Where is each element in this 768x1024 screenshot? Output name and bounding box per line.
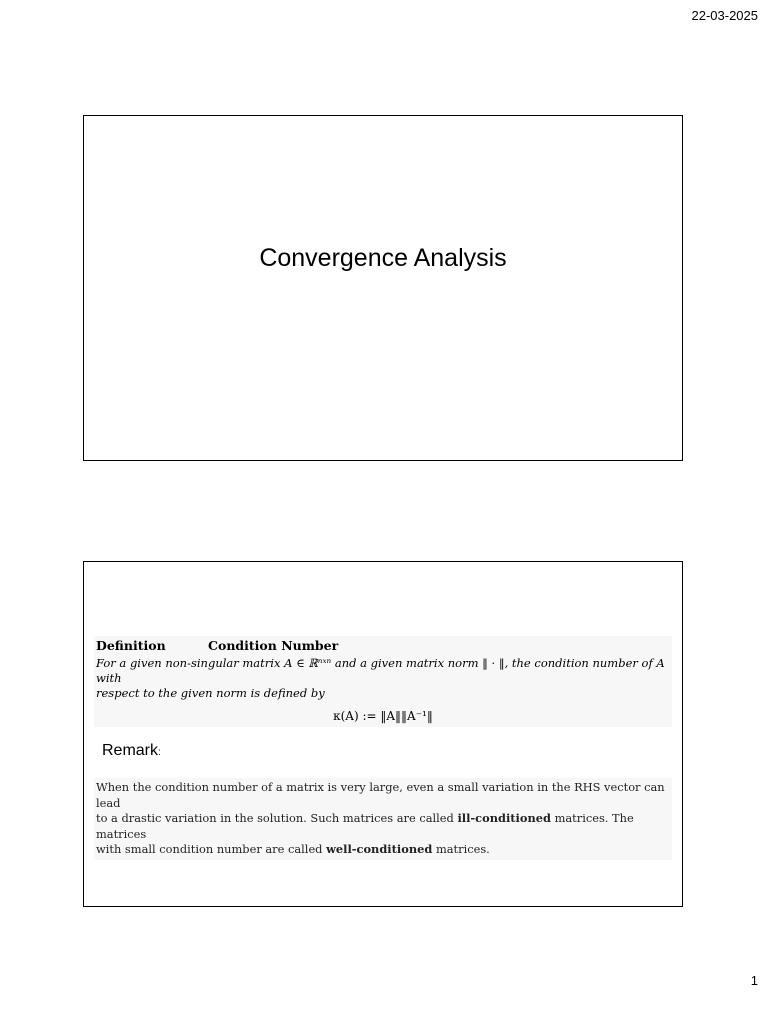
- slide-1: [83, 115, 683, 461]
- remark-text-line-2-end: matrices. The matrices: [96, 811, 634, 841]
- slide-2: [83, 561, 683, 907]
- remark-text: [94, 778, 672, 860]
- condition-number-formula: κ(A) := ‖A‖‖A⁻¹‖: [333, 709, 433, 723]
- well-conditioned-term: well-conditioned: [326, 842, 433, 856]
- definition-text-line-1: For a given non-singular matrix A ∈ ℝⁿˣⁿ and a given matrix norm ‖ · ‖, the condition number of A with: [96, 656, 665, 685]
- date-header: 22-03-2025: [691, 8, 758, 23]
- definition-block: [94, 636, 672, 727]
- remark-text-line-3-end: matrices.: [432, 842, 490, 856]
- definition-text: [96, 656, 670, 701]
- remark-colon: :: [158, 747, 161, 758]
- remark-text-line-2: to a drastic variation in the solution. Such matrices are called: [96, 811, 458, 825]
- definition-heading: [96, 638, 670, 653]
- definition-text-line-2: respect to the given norm is defined by: [96, 686, 325, 700]
- definition-label: Definition: [96, 638, 166, 653]
- remark-heading: [102, 742, 161, 760]
- remark-label: Remark: [102, 742, 159, 759]
- page-number: 1: [750, 973, 758, 988]
- ill-conditioned-term: ill-conditioned: [457, 811, 551, 825]
- slide-title: Convergence Analysis: [259, 244, 507, 272]
- remark-text-line-3: with small condition number are called: [96, 842, 327, 856]
- remark-text-line-1: When the condition number of a matrix is very large, even a small variation in the RHS vector can lead: [96, 780, 665, 810]
- definition-term: Condition Number: [208, 638, 339, 653]
